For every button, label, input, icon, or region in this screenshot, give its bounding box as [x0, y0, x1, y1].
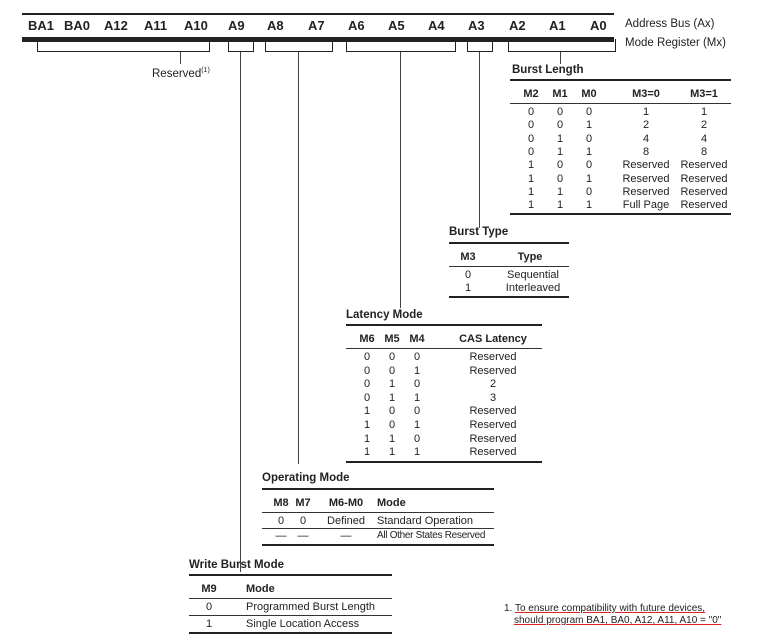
bit-a6: A6: [348, 18, 365, 33]
lm-header-m4: M4: [409, 333, 425, 345]
regbox-m2-m0: [508, 39, 616, 52]
bit-ba1: BA1: [28, 18, 55, 33]
latency-mode-cell: 0: [388, 405, 396, 418]
burst-length-cell: 8: [700, 145, 708, 158]
operating-mode-title: Operating Mode: [262, 472, 350, 484]
burst-length-cell: 1: [585, 199, 593, 212]
latency-mode-cell: 0: [363, 351, 371, 363]
burst-length-cell: Reserved: [622, 185, 670, 198]
operating-mode-table: [262, 488, 494, 546]
om-header-m7: M7: [295, 497, 311, 509]
latency-mode-cell: 1: [413, 446, 421, 459]
bit-a7: A7: [308, 18, 325, 33]
latency-mode-cell: 0: [413, 351, 421, 363]
reserved-label: Reserved$^{(1)}$: [152, 67, 210, 80]
latency-mode-cell: 1: [413, 419, 421, 431]
write-burst-mode-title: Write Burst Mode: [189, 559, 284, 571]
bit-a9: A9: [228, 18, 245, 33]
bl-header-m0: M0: [581, 88, 597, 100]
burst-length-title: Burst Length: [512, 64, 584, 76]
bt-cell: 0: [464, 269, 472, 281]
lm-header-m5: M5: [384, 333, 400, 345]
bt-header-type: Type: [517, 251, 543, 263]
burst-length-cell: 1: [556, 185, 564, 198]
wb-header-mode: Mode: [246, 583, 275, 595]
latency-mode-cell: 3: [489, 391, 497, 404]
footnote: [504, 603, 721, 627]
burst-length-cell: 1: [556, 145, 564, 158]
burst-length-cell: 1: [527, 159, 535, 172]
wb-cell: 1: [205, 618, 213, 630]
burst-length-cell: 1: [642, 106, 650, 118]
bit-a1: A1: [549, 18, 566, 33]
latency-mode-cell: 1: [388, 391, 396, 404]
burst-length-cell: 1: [700, 106, 708, 118]
om-cell: Standard Operation: [377, 515, 474, 527]
burst-length-cell: 4: [642, 132, 650, 145]
latency-mode-cell: 0: [388, 419, 396, 431]
om-header-m6-m0: M6-M0: [328, 497, 364, 509]
bit-a8: A8: [267, 18, 284, 33]
latency-mode-cell: 0: [413, 432, 421, 445]
latency-mode-cell: 1: [388, 446, 396, 459]
latency-mode-cell: Reserved: [469, 364, 517, 377]
latency-mode-cell: 0: [388, 364, 396, 377]
om-cell: —: [275, 530, 287, 542]
connector-m3: [479, 52, 480, 228]
bl-header-m3-0: M3=0: [632, 88, 660, 100]
latency-mode-cell: Reserved: [469, 405, 517, 418]
bl-header-m2: M2: [523, 88, 539, 100]
burst-length-cell: 1: [585, 119, 593, 132]
bit-a5: A5: [388, 18, 405, 33]
burst-length-cell: 0: [527, 132, 535, 145]
om-header-m8: M8: [273, 497, 289, 509]
burst-length-cell: 2: [642, 119, 650, 132]
bit-ba0: BA0: [64, 18, 91, 33]
wb-cell: Single Location Access: [246, 618, 360, 630]
regbox-m3: [467, 39, 493, 52]
burst-length-cell: 0: [527, 119, 535, 132]
bt-cell: 1: [464, 282, 472, 294]
burst-length-cell: 1: [556, 132, 564, 145]
latency-mode-cell: 0: [363, 391, 371, 404]
latency-mode-cell: 1: [363, 446, 371, 459]
regbox-m8-m7: [265, 39, 333, 52]
latency-mode-cell: 2: [489, 378, 497, 391]
burst-length-cell: 0: [556, 119, 564, 132]
latency-mode-cell: Reserved: [469, 351, 517, 363]
burst-length-cell: 1: [556, 199, 564, 212]
latency-mode-cell: 0: [388, 351, 396, 363]
bt-cell: Sequential: [507, 269, 559, 281]
burst-length-cell: 1: [585, 145, 593, 158]
latency-mode-cell: 0: [413, 378, 421, 391]
latency-mode-cell: 1: [363, 405, 371, 418]
bit-a11: A11: [144, 18, 168, 33]
burst-length-cell: Reserved: [680, 159, 728, 172]
footnote-number: 1.: [504, 603, 513, 614]
om-header-mode: Mode: [377, 497, 406, 509]
latency-mode-cell: 0: [363, 378, 371, 391]
footnote-line2: should program BA1, BA0, A12, A11, A10 = "0": [514, 615, 722, 626]
bit-a12: A12: [104, 18, 128, 33]
burst-length-cell: Reserved: [680, 199, 728, 212]
latency-mode-table: [346, 324, 542, 464]
burst-length-cell: 0: [585, 106, 593, 118]
mode-register-label: Mode Register (Mx): [625, 37, 726, 49]
burst-length-cell: 0: [527, 145, 535, 158]
burst-length-cell: 0: [585, 159, 593, 172]
connector-m9: [240, 52, 241, 572]
bt-cell: Interleaved: [505, 282, 561, 294]
latency-mode-cell: 1: [388, 432, 396, 445]
bit-a4: A4: [428, 18, 445, 33]
address-bus-bar: [22, 13, 614, 42]
latency-mode-cell: 1: [413, 364, 421, 377]
bit-a2: A2: [509, 18, 526, 33]
bl-header-m1: M1: [552, 88, 568, 100]
latency-mode-cell: 1: [363, 432, 371, 445]
burst-length-cell: 1: [527, 185, 535, 198]
connector-m6-m4: [400, 52, 401, 308]
burst-length-cell: Reserved: [622, 159, 670, 172]
burst-length-cell: 1: [585, 172, 593, 185]
connector-reserved: [180, 52, 181, 64]
burst-length-cell: 0: [556, 159, 564, 172]
burst-length-cell: Reserved: [680, 185, 728, 198]
connector-m8-m7: [298, 52, 299, 464]
burst-length-cell: 1: [527, 172, 535, 185]
latency-mode-cell: 0: [413, 405, 421, 418]
lm-header-cas: CAS Latency: [459, 333, 527, 345]
address-bus-label: Address Bus (Ax): [625, 18, 715, 30]
burst-length-cell: 0: [585, 185, 593, 198]
latency-mode-cell: Reserved: [469, 419, 517, 431]
latency-mode-title: Latency Mode: [346, 309, 423, 321]
burst-length-cell: 0: [556, 106, 564, 118]
connector-m2-m0: [560, 52, 561, 64]
latency-mode-cell: 1: [413, 391, 421, 404]
burst-length-table: [510, 79, 731, 215]
om-cell: Defined: [327, 515, 365, 527]
latency-mode-cell: Reserved: [469, 446, 517, 459]
om-cell: 0: [299, 515, 307, 527]
latency-mode-cell: 1: [388, 378, 396, 391]
burst-length-cell: 0: [527, 106, 535, 118]
regbox-m6-m4: [346, 39, 456, 52]
om-cell: —: [297, 530, 309, 542]
latency-mode-cell: Reserved: [469, 432, 517, 445]
burst-length-cell: 2: [700, 119, 708, 132]
regbox-reserved: [37, 39, 210, 52]
burst-type-title: Burst Type: [449, 226, 509, 238]
bt-header-m3: M3: [460, 251, 476, 263]
lm-header-m6: M6: [359, 333, 375, 345]
burst-length-cell: Reserved: [680, 172, 728, 185]
om-cell: 0: [277, 515, 285, 527]
regbox-m9: [228, 39, 254, 52]
burst-length-cell: 1: [527, 199, 535, 212]
burst-length-cell: 8: [642, 145, 650, 158]
wb-cell: 0: [205, 601, 213, 613]
om-cell: All Other States Reserved: [377, 530, 486, 541]
burst-length-cell: 0: [556, 172, 564, 185]
bl-header-m3-1: M3=1: [690, 88, 718, 100]
footnote-line1: To ensure compatibility with future devices,: [514, 603, 706, 614]
burst-length-cell: 0: [585, 132, 593, 145]
bit-a10: A10: [184, 18, 208, 33]
burst-length-cell: Reserved: [622, 172, 670, 185]
burst-length-cell: Full Page: [622, 199, 670, 212]
bit-a3: A3: [468, 18, 485, 33]
write-burst-mode-table: [189, 574, 392, 634]
wb-header-m9: M9: [201, 583, 217, 595]
burst-length-cell: 4: [700, 132, 708, 145]
om-cell: —: [340, 530, 352, 542]
wb-cell: Programmed Burst Length: [246, 601, 376, 613]
burst-type-table: [449, 242, 569, 298]
bit-a0: A0: [590, 18, 607, 33]
latency-mode-cell: 1: [363, 419, 371, 431]
latency-mode-cell: 0: [363, 364, 371, 377]
